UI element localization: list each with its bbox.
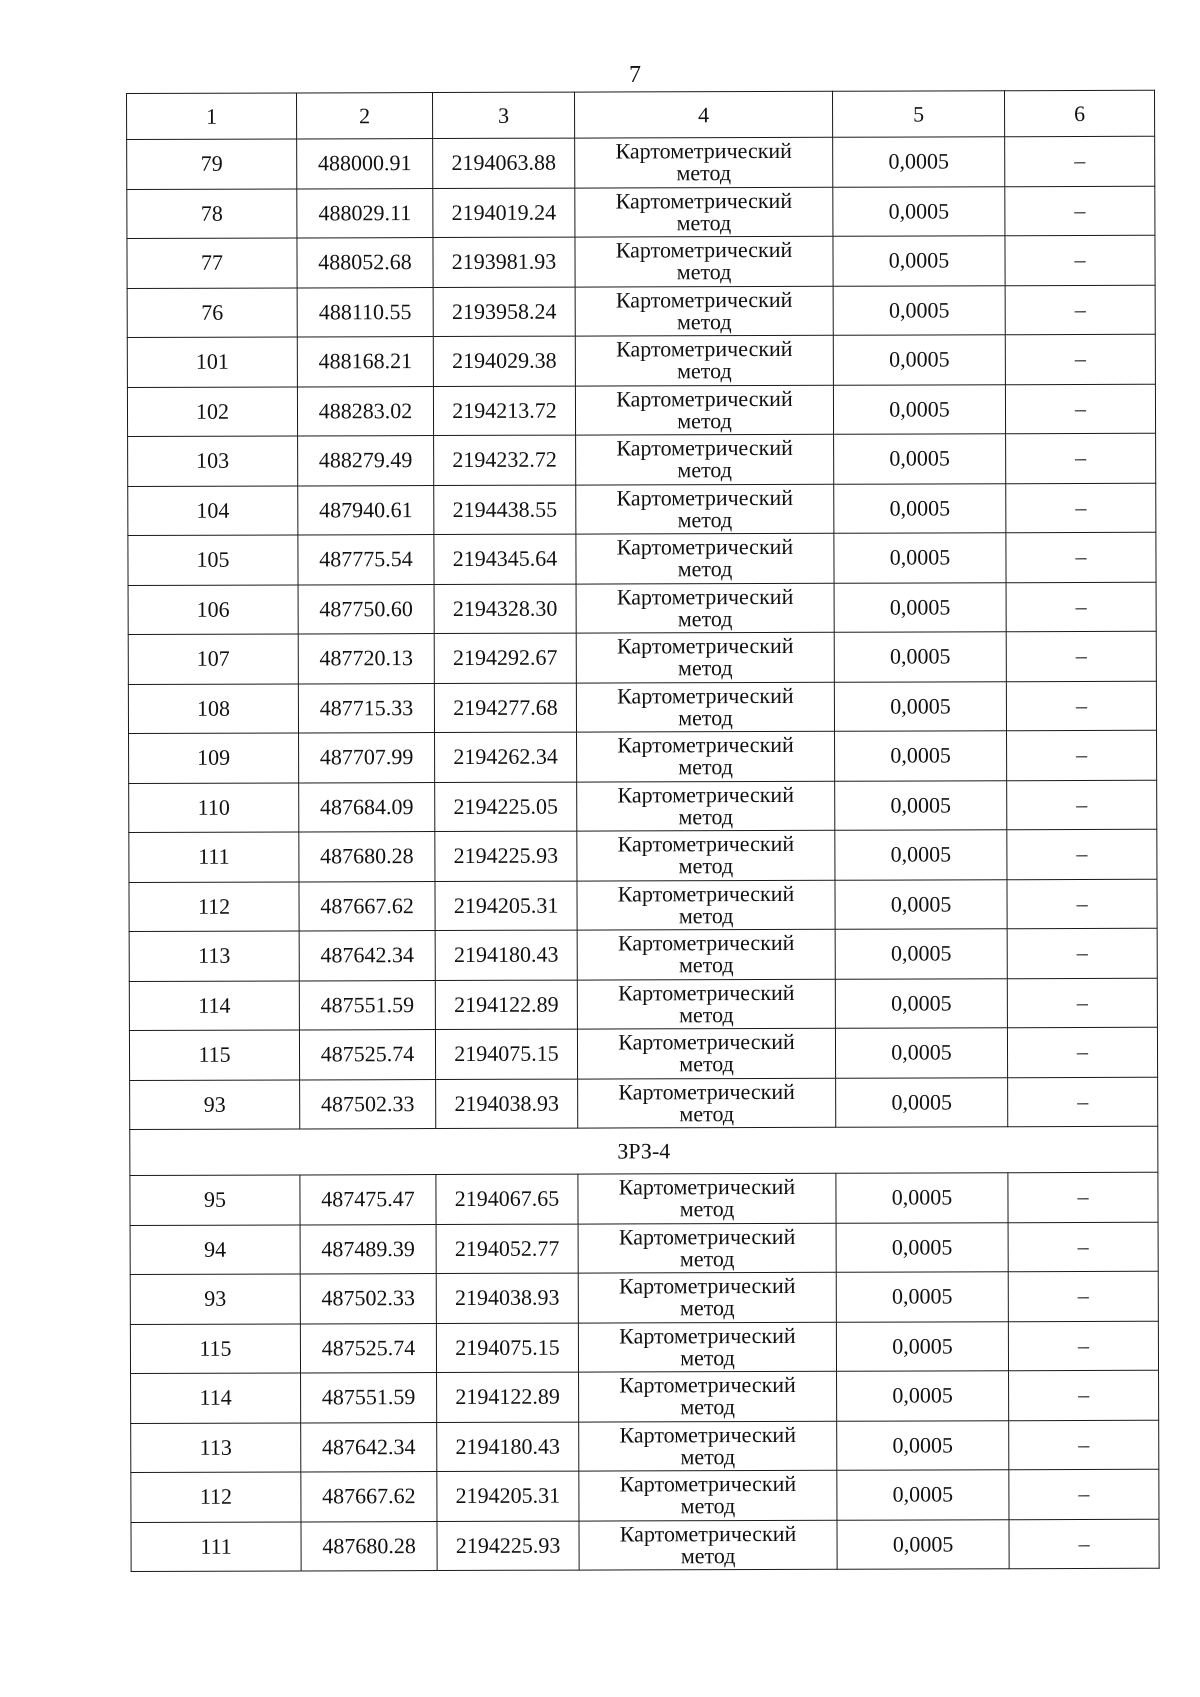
y-coordinate-cell: 2194038.93 — [436, 1273, 578, 1323]
point-number-cell: 107 — [128, 634, 298, 684]
method-line-2: метод — [677, 605, 733, 632]
method-line-1: Картометрический — [615, 237, 793, 263]
section-row — [130, 1126, 1158, 1175]
note-cell: – — [1008, 1172, 1158, 1222]
point-number-cell: 111 — [131, 1521, 301, 1571]
accuracy-cell: 0,0005 — [835, 978, 1007, 1028]
method-line-2: метод — [677, 358, 732, 384]
table-row — [127, 285, 1155, 338]
accuracy-cell: 0,0005 — [834, 681, 1006, 731]
table-row — [129, 978, 1157, 1031]
method-cell — [576, 682, 834, 732]
method-cell — [576, 434, 834, 484]
method-line-2: метод — [679, 1051, 734, 1077]
accuracy-cell: 0,0005 — [835, 780, 1007, 830]
accuracy-cell: 0,0005 — [837, 1420, 1009, 1470]
accuracy-cell: 0,0005 — [833, 236, 1005, 286]
table-row — [130, 1222, 1158, 1275]
table-row — [130, 1172, 1158, 1225]
method-line-2: метод — [677, 407, 732, 434]
method-line-2: метод — [679, 1245, 735, 1272]
note-cell: – — [1007, 780, 1157, 830]
x-coordinate-cell: 487551.59 — [299, 980, 435, 1030]
method-line-1: Картометрический — [616, 484, 794, 511]
method-cell — [575, 286, 833, 336]
method-cell — [578, 1078, 836, 1128]
y-coordinate-cell: 2194038.93 — [436, 1079, 578, 1129]
method-line-2: метод — [680, 1542, 736, 1569]
accuracy-cell: 0,0005 — [834, 434, 1006, 484]
method-line-1: Картометрический — [617, 781, 794, 808]
table-row — [129, 829, 1157, 882]
x-coordinate-cell: 488052.68 — [297, 238, 433, 288]
method-line-1: Картометрический — [615, 138, 792, 164]
note-cell: – — [1008, 1321, 1158, 1371]
note-cell: – — [1006, 631, 1156, 681]
x-coordinate-cell: 488283.02 — [297, 386, 433, 436]
note-cell: – — [1008, 1077, 1158, 1127]
table-row — [129, 1027, 1157, 1080]
method-line-2: метод — [680, 1394, 735, 1420]
x-coordinate-cell: 487667.62 — [299, 881, 435, 931]
note-cell: – — [1006, 433, 1156, 483]
method-line-2: метод — [676, 259, 732, 285]
method-line-2: метод — [678, 754, 733, 780]
method-line-2: метод — [676, 209, 732, 236]
accuracy-cell: 0,0005 — [835, 929, 1007, 979]
x-coordinate-cell: 488279.49 — [298, 436, 434, 486]
y-coordinate-cell: 2194019.24 — [433, 188, 575, 238]
method-cell — [577, 880, 835, 930]
y-coordinate-cell: 2193981.93 — [433, 237, 575, 287]
method-line-1: Картометрический — [618, 1223, 796, 1250]
method-cell — [577, 830, 835, 880]
y-coordinate-cell: 2193958.24 — [433, 287, 575, 337]
coordinates-table — [126, 90, 1160, 1572]
note-cell: – — [1005, 285, 1155, 335]
method-line-1: Картометрический — [618, 1273, 796, 1299]
accuracy-cell: 0,0005 — [835, 1028, 1007, 1078]
point-number-cell: 94 — [130, 1224, 300, 1274]
y-coordinate-cell: 2194180.43 — [435, 930, 577, 980]
method-cell — [577, 979, 835, 1029]
accuracy-cell: 0,0005 — [834, 632, 1006, 682]
note-cell: – — [1007, 978, 1157, 1028]
column-header: 6 — [1004, 90, 1154, 136]
x-coordinate-cell: 487502.33 — [300, 1079, 436, 1129]
method-cell — [579, 1371, 837, 1421]
x-coordinate-cell: 488168.21 — [297, 337, 433, 387]
method-line-1: Картометрический — [616, 336, 793, 362]
note-cell: – — [1009, 1370, 1159, 1420]
method-line-2: метод — [677, 655, 733, 681]
accuracy-cell: 0,0005 — [834, 483, 1006, 533]
point-number-cell: 93 — [130, 1079, 300, 1129]
y-coordinate-cell: 2194122.89 — [437, 1372, 579, 1422]
method-line-2: метод — [677, 457, 733, 483]
method-cell — [576, 533, 834, 583]
y-coordinate-cell: 2194213.72 — [433, 386, 575, 436]
accuracy-cell: 0,0005 — [833, 384, 1005, 434]
y-coordinate-cell: 2194067.65 — [436, 1174, 578, 1224]
x-coordinate-cell: 488110.55 — [297, 287, 433, 337]
method-line-2: метод — [680, 1443, 736, 1470]
note-cell: – — [1006, 681, 1156, 731]
method-line-1: Картометрический — [616, 385, 793, 412]
column-header: 5 — [832, 91, 1004, 138]
y-coordinate-cell: 2194292.67 — [434, 633, 576, 683]
method-line-2: метод — [678, 902, 734, 929]
method-cell — [577, 731, 835, 781]
table-row — [130, 1321, 1158, 1374]
method-line-2: метод — [678, 803, 734, 830]
y-coordinate-cell: 2194122.89 — [435, 980, 577, 1030]
point-number-cell: 102 — [127, 386, 297, 436]
method-line-2: метод — [679, 1001, 734, 1028]
method-line-1: Картометрический — [616, 633, 794, 659]
method-cell — [579, 1520, 837, 1570]
y-coordinate-cell: 2194052.77 — [436, 1224, 578, 1274]
point-number-cell: 112 — [129, 881, 299, 931]
point-number-cell: 108 — [128, 683, 298, 733]
method-line-2: метод — [678, 853, 734, 879]
note-cell: – — [1008, 1222, 1158, 1272]
table-row — [130, 1077, 1158, 1130]
method-line-1: Картометрический — [618, 1029, 795, 1055]
y-coordinate-cell: 2194345.64 — [434, 534, 576, 584]
method-line-2: метод — [678, 704, 733, 731]
column-header: 4 — [574, 91, 832, 138]
x-coordinate-cell: 487502.33 — [300, 1274, 436, 1324]
column-header: 3 — [433, 92, 575, 138]
method-line-1: Картометрический — [616, 534, 794, 560]
method-cell — [575, 137, 833, 187]
method-line-1: Картометрический — [617, 732, 794, 758]
method-cell — [579, 1470, 837, 1520]
method-line-1: Картометрический — [616, 435, 793, 461]
x-coordinate-cell: 487720.13 — [298, 634, 434, 684]
method-line-1: Картометрический — [618, 1078, 795, 1105]
table-row — [127, 235, 1155, 288]
method-cell — [576, 583, 834, 633]
accuracy-cell: 0,0005 — [835, 879, 1007, 929]
note-cell: – — [1007, 879, 1157, 929]
table-header-row — [127, 90, 1155, 139]
accuracy-cell: 0,0005 — [835, 830, 1007, 880]
x-coordinate-cell: 487525.74 — [299, 1030, 435, 1080]
point-number-cell: 109 — [129, 733, 299, 783]
y-coordinate-cell: 2194205.31 — [435, 881, 577, 931]
table-row — [127, 334, 1155, 387]
method-cell — [575, 236, 833, 286]
method-line-2: метод — [678, 952, 734, 978]
accuracy-cell: 0,0005 — [837, 1470, 1009, 1520]
point-number-cell: 95 — [130, 1175, 300, 1225]
table-row — [130, 1271, 1158, 1324]
accuracy-cell: 0,0005 — [833, 285, 1005, 335]
y-coordinate-cell: 2194438.55 — [434, 485, 576, 535]
method-cell — [576, 484, 834, 534]
point-number-cell: 110 — [129, 782, 299, 832]
accuracy-cell: 0,0005 — [834, 582, 1006, 632]
x-coordinate-cell: 487680.28 — [299, 832, 435, 882]
point-number-cell: 115 — [129, 1030, 299, 1080]
table-row — [131, 1469, 1159, 1522]
method-line-1: Картометрический — [619, 1421, 796, 1448]
y-coordinate-cell: 2194277.68 — [434, 683, 576, 733]
y-coordinate-cell: 2194075.15 — [435, 1029, 577, 1079]
y-coordinate-cell: 2194262.34 — [435, 732, 577, 782]
column-header: 1 — [127, 93, 297, 140]
method-cell — [578, 1173, 836, 1223]
table-row — [129, 879, 1157, 932]
method-cell — [576, 632, 834, 682]
x-coordinate-cell: 487715.33 — [298, 683, 434, 733]
table-row — [128, 532, 1156, 585]
method-line-1: Картометрический — [619, 1471, 797, 1497]
accuracy-cell: 0,0005 — [836, 1222, 1008, 1272]
accuracy-cell: 0,0005 — [836, 1173, 1008, 1223]
table-row — [129, 730, 1157, 783]
x-coordinate-cell: 488029.11 — [297, 188, 433, 238]
table-row — [127, 186, 1155, 239]
method-line-1: Картометрический — [619, 1520, 797, 1547]
y-coordinate-cell: 2194205.31 — [437, 1471, 579, 1521]
point-number-cell: 111 — [129, 832, 299, 882]
x-coordinate-cell: 487707.99 — [299, 733, 435, 783]
note-cell: – — [1007, 829, 1157, 879]
x-coordinate-cell: 487475.47 — [300, 1175, 436, 1225]
accuracy-cell: 0,0005 — [836, 1321, 1008, 1371]
x-coordinate-cell: 487680.28 — [301, 1521, 437, 1571]
method-line-1: Картометрический — [618, 1174, 796, 1200]
point-number-cell: 114 — [131, 1373, 301, 1423]
y-coordinate-cell: 2194232.72 — [434, 435, 576, 485]
point-number-cell: 105 — [128, 535, 298, 585]
column-header: 2 — [297, 93, 433, 139]
method-cell — [577, 781, 835, 831]
method-line-1: Картометрический — [619, 1322, 796, 1349]
method-line-2: метод — [676, 160, 732, 186]
y-coordinate-cell: 2194063.88 — [433, 138, 575, 188]
method-line-2: метод — [677, 556, 733, 582]
y-coordinate-cell: 2194225.93 — [437, 1521, 579, 1571]
table-row — [129, 928, 1157, 981]
y-coordinate-cell: 2194328.30 — [434, 584, 576, 634]
point-number-cell: 115 — [130, 1323, 300, 1373]
table-row — [131, 1370, 1159, 1423]
y-coordinate-cell: 2194225.05 — [435, 782, 577, 832]
method-line-2: метод — [680, 1344, 735, 1371]
note-cell: – — [1005, 186, 1155, 236]
method-line-1: Картометрический — [617, 880, 795, 907]
note-cell: – — [1005, 384, 1155, 434]
note-cell: – — [1009, 1420, 1159, 1470]
x-coordinate-cell: 487642.34 — [299, 931, 435, 981]
coordinates-table-body — [127, 90, 1160, 1571]
note-cell: – — [1007, 1027, 1157, 1077]
method-cell — [578, 1322, 836, 1372]
method-line-2: метод — [679, 1196, 735, 1222]
x-coordinate-cell: 487525.74 — [300, 1323, 436, 1373]
point-number-cell: 78 — [127, 188, 297, 238]
method-line-1: Картометрический — [616, 583, 794, 610]
method-cell — [577, 929, 835, 979]
x-coordinate-cell: 487489.39 — [300, 1224, 436, 1274]
point-number-cell: 101 — [127, 337, 297, 387]
method-line-1: Картометрический — [617, 682, 794, 709]
method-line-1: Картометрический — [615, 187, 793, 214]
point-number-cell: 76 — [127, 287, 297, 337]
accuracy-cell: 0,0005 — [837, 1371, 1009, 1421]
accuracy-cell: 0,0005 — [834, 533, 1006, 583]
method-cell — [575, 335, 833, 385]
point-number-cell: 93 — [130, 1274, 300, 1324]
table-row — [128, 483, 1156, 536]
method-line-2: метод — [679, 1295, 735, 1321]
method-line-1: Картометрический — [617, 930, 795, 956]
method-line-2: метод — [676, 308, 732, 335]
point-number-cell: 77 — [127, 238, 297, 288]
y-coordinate-cell: 2194225.93 — [435, 831, 577, 881]
method-line-1: Картометрический — [618, 979, 795, 1006]
table-row — [128, 433, 1156, 486]
point-number-cell: 106 — [128, 584, 298, 634]
point-number-cell: 79 — [127, 139, 297, 189]
method-line-1: Картометрический — [617, 831, 795, 857]
y-coordinate-cell: 2194180.43 — [437, 1422, 579, 1472]
table-row — [127, 384, 1155, 437]
table-row — [127, 136, 1155, 189]
point-number-cell: 113 — [129, 931, 299, 981]
accuracy-cell: 0,0005 — [833, 186, 1005, 236]
table-row — [128, 631, 1156, 684]
method-line-2: метод — [679, 1100, 735, 1127]
method-cell — [575, 187, 833, 237]
point-number-cell: 114 — [129, 980, 299, 1030]
note-cell: – — [1006, 532, 1156, 582]
x-coordinate-cell: 488000.91 — [297, 139, 433, 189]
accuracy-cell: 0,0005 — [837, 1519, 1009, 1569]
x-coordinate-cell: 487642.34 — [301, 1422, 437, 1472]
table-row — [128, 582, 1156, 635]
accuracy-cell: 0,0005 — [833, 137, 1005, 187]
table-row — [131, 1519, 1159, 1572]
method-cell — [578, 1223, 836, 1273]
page-number: 7 — [629, 62, 641, 88]
accuracy-cell: 0,0005 — [836, 1077, 1008, 1127]
method-line-1: Картометрический — [615, 286, 793, 313]
x-coordinate-cell: 487667.62 — [301, 1472, 437, 1522]
method-cell — [579, 1421, 837, 1471]
point-number-cell: 103 — [128, 436, 298, 486]
note-cell: – — [1005, 136, 1155, 186]
accuracy-cell: 0,0005 — [833, 335, 1005, 385]
point-number-cell: 113 — [131, 1422, 301, 1472]
method-cell — [575, 385, 833, 435]
table-row — [129, 780, 1157, 833]
table-row — [128, 681, 1156, 734]
x-coordinate-cell: 487775.54 — [298, 535, 434, 585]
point-number-cell: 104 — [128, 485, 298, 535]
x-coordinate-cell: 487684.09 — [299, 782, 435, 832]
note-cell: – — [1009, 1469, 1159, 1519]
note-cell: – — [1005, 235, 1155, 285]
method-line-1: Картометрический — [619, 1372, 796, 1398]
table-row — [131, 1420, 1159, 1473]
note-cell: – — [1008, 1271, 1158, 1321]
method-line-2: метод — [677, 506, 733, 533]
x-coordinate-cell: 487750.60 — [298, 584, 434, 634]
note-cell: – — [1006, 582, 1156, 632]
note-cell: – — [1007, 730, 1157, 780]
method-line-2: метод — [680, 1493, 736, 1519]
accuracy-cell: 0,0005 — [835, 731, 1007, 781]
point-number-cell: 112 — [131, 1472, 301, 1522]
y-coordinate-cell: 2194075.15 — [436, 1323, 578, 1373]
y-coordinate-cell: 2194029.38 — [433, 336, 575, 386]
accuracy-cell: 0,0005 — [836, 1272, 1008, 1322]
note-cell: – — [1007, 928, 1157, 978]
section-label: ЗРЗ-4 — [130, 1126, 1158, 1175]
method-cell — [578, 1272, 836, 1322]
note-cell: – — [1005, 334, 1155, 384]
note-cell: – — [1009, 1519, 1159, 1569]
x-coordinate-cell: 487940.61 — [298, 485, 434, 535]
method-cell — [577, 1028, 835, 1078]
note-cell: – — [1006, 483, 1156, 533]
x-coordinate-cell: 487551.59 — [301, 1373, 437, 1423]
